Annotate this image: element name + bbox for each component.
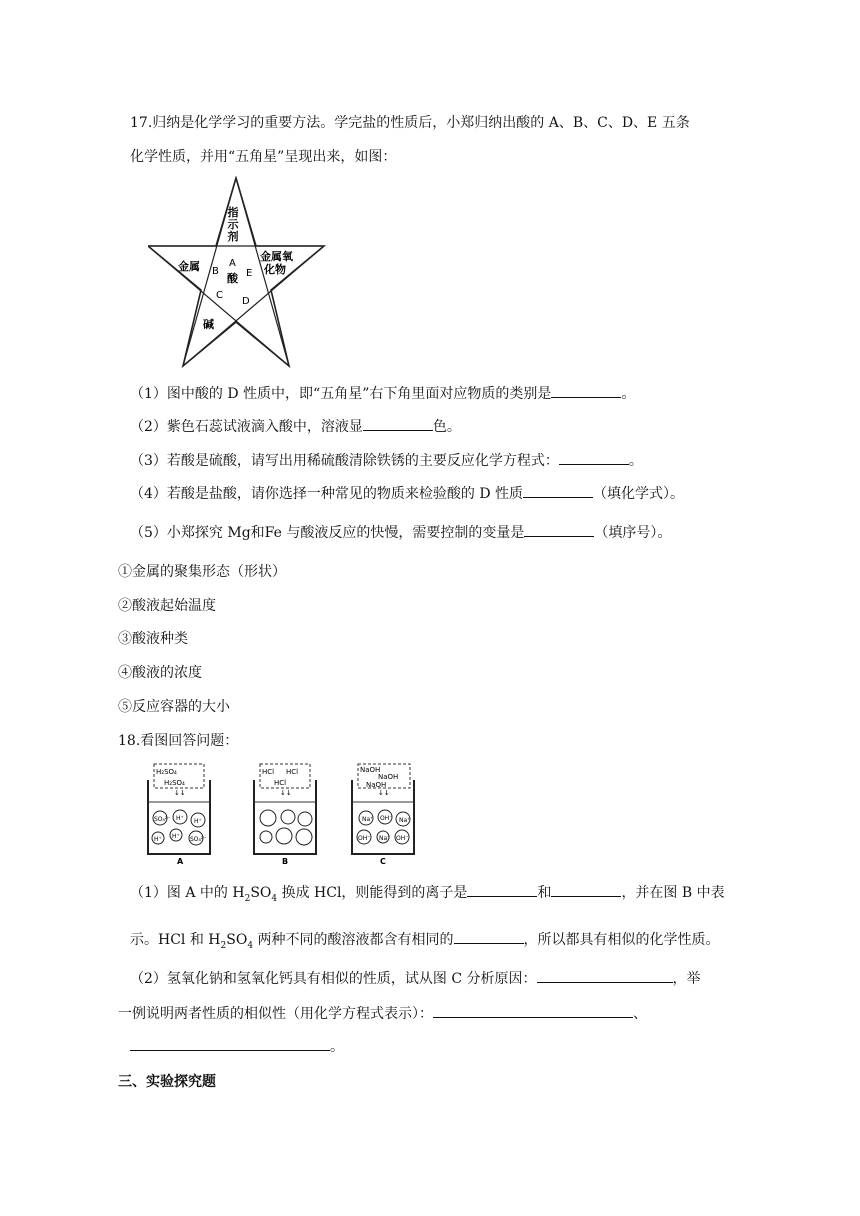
letter-E: E (246, 268, 253, 279)
q17-stem-line1: 17.归纳是化学学习的重要方法。学完盐的性质后，小郑归纳出酸的 A、B、C、D、E 五条 (130, 115, 690, 131)
ion-label: OH⁻ (358, 835, 371, 842)
q18-s2-part: ，举 (672, 971, 701, 987)
q18-s2-part: （2）氢氧化钠和氢氧化钙具有相似的性质，试从图 C 分析原因： (130, 971, 537, 987)
beaker-C-top1: NaOH (360, 766, 381, 774)
beaker-B-top1: HCl (262, 768, 275, 776)
answer-blank[interactable] (454, 929, 524, 944)
subscript: 4 (271, 893, 278, 904)
ion-label: H⁺ (154, 836, 162, 843)
answer-blank[interactable] (524, 522, 594, 537)
q17-sub5 (130, 522, 671, 543)
label-center: 酸 (227, 272, 238, 285)
ion-label: Na⁺ (379, 835, 391, 842)
answer-blank[interactable] (551, 882, 621, 897)
beaker-A (148, 764, 210, 866)
label-right: 金属氧化物 (260, 250, 293, 276)
q18-sub1-line2 (130, 929, 720, 956)
letter-C: C (216, 290, 223, 301)
answer-blank[interactable] (467, 882, 537, 897)
answer-blank[interactable] (130, 1036, 330, 1051)
beaker-B-top3: HCl (274, 779, 287, 787)
q17-sub1 (130, 383, 635, 404)
section-heading: 三、实验探究题 (118, 1074, 216, 1090)
q17-stem-line2: 化学性质，并用“五角星”呈现出来，如图： (130, 149, 397, 165)
svg-text:↓↓: ↓↓ (280, 789, 292, 797)
label-top: 指示剂 (227, 206, 239, 243)
beaker-C-top3: NaOH (366, 781, 387, 789)
subscript: 2 (220, 940, 227, 951)
answer-blank[interactable] (433, 1003, 633, 1018)
ion-label: H⁺ (176, 815, 184, 822)
q18-stem: 18.看图回答问题： (118, 733, 239, 749)
answer-blank[interactable] (559, 450, 629, 465)
q17-sub4-text: （4）若酸是盐酸，请你选择一种常见的物质来检验酸的 D 性质 (130, 486, 524, 502)
q18-sub2-line1 (130, 968, 701, 989)
q17-sub3-text: （3）若酸是硫酸，请写出用稀硫酸清除铁锈的主要反应化学方程式： (130, 453, 559, 469)
answer-blank[interactable] (363, 416, 433, 431)
ion-label: SO₄²⁻ (190, 836, 207, 843)
q17-sub2 (130, 416, 461, 437)
answer-blank[interactable] (537, 968, 673, 983)
subscript: 4 (247, 940, 254, 951)
beakers-figure (144, 762, 424, 866)
ion-label: H⁺ (172, 833, 180, 840)
q18-s1-part: SO (250, 885, 272, 901)
letter-B: B (212, 266, 219, 277)
beaker-B-label: B (282, 857, 289, 866)
option-3: ③酸液种类 (118, 631, 188, 647)
beaker-C-top2: NaOH (378, 773, 399, 781)
q17-sub1-end: 。 (621, 386, 636, 402)
ion-label: Na⁺ (399, 817, 411, 824)
ion-label: SO₄²⁻ (154, 816, 171, 823)
q18-sub1-line1 (130, 882, 725, 909)
q18-s1-part: 换成 HCl，则能得到的离子是 (277, 885, 468, 901)
svg-text:↓↓: ↓↓ (174, 789, 186, 797)
q18-s1-part: ，所以都具有相似的化学性质。 (523, 932, 720, 948)
answer-blank[interactable] (551, 383, 621, 398)
q17-sub2-text: （2）紫色石蕊试液滴入酸中，溶液显 (130, 419, 363, 435)
q18-s2-part: 一例说明两者性质的相似性（用化学方程式表示）： (118, 1006, 433, 1022)
q17-sub2-end: 色。 (432, 419, 461, 435)
beaker-A-top2: H₂SO₄ (164, 779, 185, 787)
q17-sub3-end: 。 (628, 453, 643, 469)
answer-blank[interactable] (523, 483, 593, 498)
beaker-A-top1: H₂SO₄ (156, 768, 177, 776)
option-5: ⑤反应容器的大小 (118, 699, 230, 715)
q18-s1-part: SO (226, 932, 248, 948)
q17-sub1-text: （1）图中酸的 D 性质中，即“五角星”右下角里面对应物质的类别是 (130, 386, 552, 402)
subscript: 2 (244, 893, 251, 904)
q18-s2-part: 。 (330, 1039, 344, 1055)
beaker-C (352, 764, 414, 866)
q18-sub2-line3 (130, 1036, 344, 1057)
ion-label: OH⁻ (396, 835, 409, 842)
q18-sub2-line2 (118, 1003, 647, 1024)
letter-A: A (229, 258, 236, 269)
q18-s1-part: （1）图 A 中的 H (130, 885, 245, 901)
option-4: ④酸液的浓度 (118, 665, 202, 681)
beaker-A-label: A (177, 857, 184, 866)
beaker-B (254, 764, 316, 866)
letter-D: D (242, 296, 250, 307)
svg-text:↓↓: ↓↓ (378, 789, 390, 797)
ion-label: H⁺ (194, 818, 202, 825)
pentagram-figure (148, 176, 326, 370)
q18-s1-part: ，并在图 B 中表 (621, 885, 725, 901)
pentagram-inner-line (183, 246, 324, 366)
beaker-C-label: C (380, 857, 386, 866)
q17-sub3 (130, 450, 643, 471)
q18-s1-part: 和 (537, 885, 552, 901)
q17-sub5-end: （填序号）。 (594, 525, 672, 541)
ion-label: Na⁺ (362, 816, 374, 823)
label-left: 金属 (178, 260, 200, 273)
q18-s1-part: 两种不同的酸溶液都含有相同的 (253, 932, 454, 948)
q18-s2-part: 、 (633, 1006, 647, 1022)
q17-sub4 (130, 483, 684, 504)
q17-sub5-text: （5）小郑探究 Mg和Fe 与酸液反应的快慢，需要控制的变量是 (130, 525, 525, 541)
ion-label: OH⁻ (380, 815, 393, 822)
q18-s1-part: 示。HCl 和 H (130, 932, 221, 948)
q17-sub4-end: （填化学式）。 (593, 486, 685, 502)
option-2: ②酸液起始温度 (118, 598, 216, 614)
beaker-B-top2: HCl (286, 768, 299, 776)
option-1: ①金属的聚集形态（形状） (118, 564, 286, 580)
label-bottom: 碱 (203, 318, 214, 331)
